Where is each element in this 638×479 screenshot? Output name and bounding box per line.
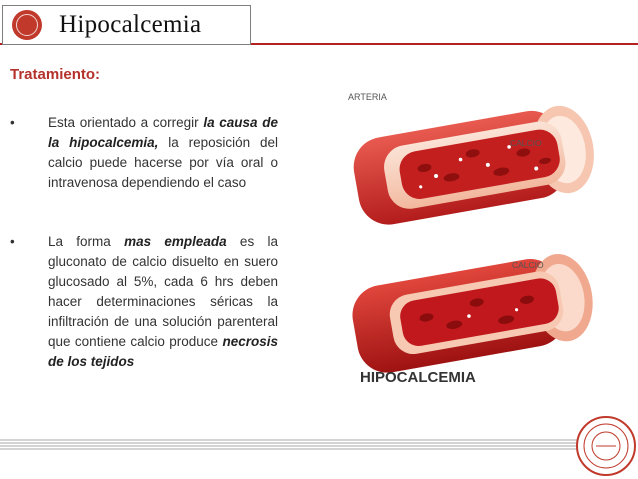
- bullet-item-2: [10, 232, 278, 372]
- artery-hypocalcemia: [348, 249, 600, 377]
- page-title: Hipocalcemia: [59, 11, 202, 38]
- bullet-marker: •: [10, 115, 15, 130]
- label-calcio-bottom: CALCIO: [512, 260, 544, 270]
- bullet-text: La forma mas empleada es la gluconato de calcio disuelto en suero glucosado al 5%, cada 6 hrs deben hacer determinaciones séricas la infiltración de una solución parenteral que contiene calcio produce necrosis de los tejidos: [48, 234, 278, 369]
- footer-lines: [0, 438, 638, 462]
- section-subtitle: Tratamiento:: [10, 66, 101, 83]
- journal-logo-icon: [12, 10, 42, 40]
- title-box: [2, 5, 251, 45]
- diagram-caption: HIPOCALCEMIA: [360, 369, 476, 386]
- bullet-marker: •: [10, 234, 15, 249]
- label-arteria: ARTERIA: [348, 92, 387, 102]
- header-bar: [0, 0, 638, 48]
- artery-diagram: [330, 82, 630, 392]
- journal-seal-icon: [574, 414, 636, 476]
- artery-normal: [349, 101, 601, 229]
- bullet-text: Esta orientado a corregir la causa de la hipocalcemia, la reposición del calcio puede hacerse por vía oral o intravenosa dependiendo el caso: [48, 115, 279, 190]
- bullet-item-1: [10, 113, 278, 193]
- label-calcio-top: CALCIO: [510, 138, 542, 148]
